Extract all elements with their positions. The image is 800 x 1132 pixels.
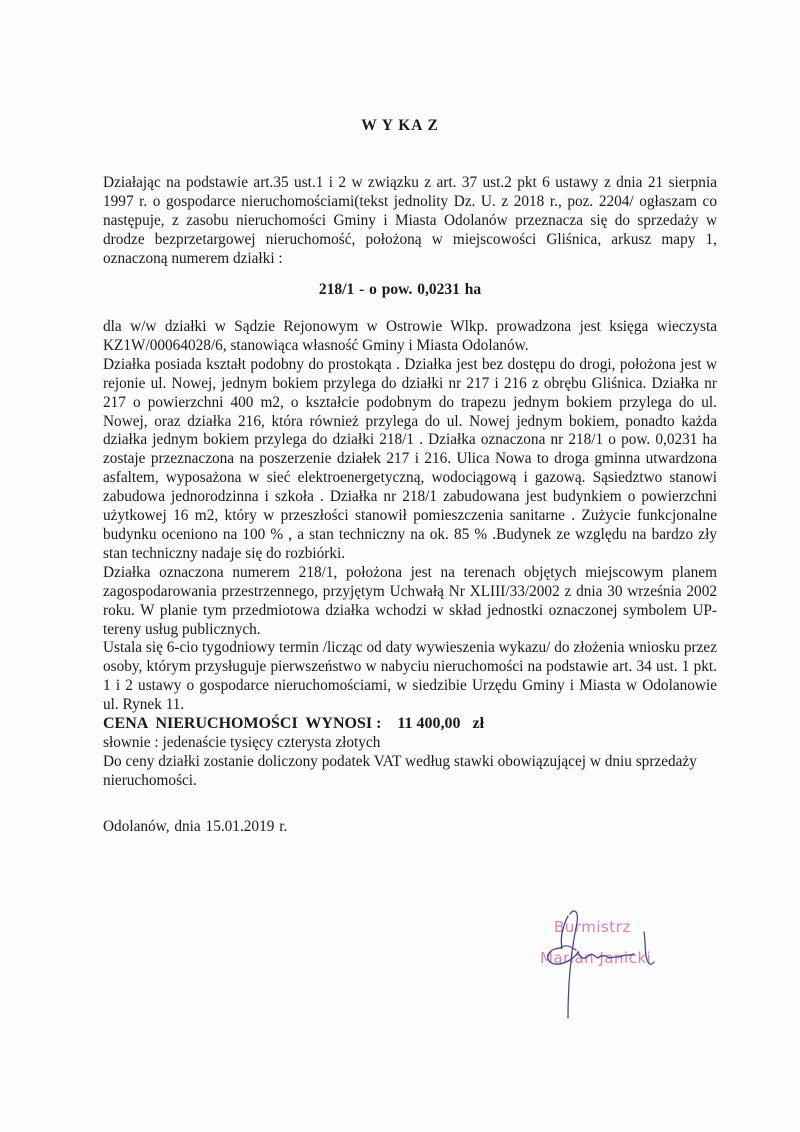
price-line	[103, 715, 717, 734]
stamp-title: Burmistrz	[554, 918, 631, 936]
price-amount: 11 400,00	[397, 715, 461, 733]
zoning-plan-paragraph: Działka oznaczona numerem 218/1, położona jest na terenach objętych miejscowym planem zagospodarowania przestrzennego, przyjętym Uchwałą Nr XLIII/33/2002 z dnia 30 września 2002 roku. W planie tym przedmiotowa działka wchodzi w skład jednostki oznaczonej symbolem UP- tereny usług publicznych.	[103, 563, 717, 638]
land-register-paragraph: dla w/w działki w Sądzie Rejonowym w Ostrowie Wlkp. prowadzona jest księga wieczysta KZ1W/00064028/6, stanowiąca własność Gminy i Miasta Odolanów.	[103, 318, 717, 354]
stamp-name: Marian Janicki	[540, 949, 652, 967]
document-body	[103, 318, 717, 791]
mayor-stamp	[540, 898, 680, 1038]
price-in-words: słownie : jedenaście tysięcy czterysta złotych	[103, 733, 381, 751]
priority-term-paragraph: Ustala się 6-cio tygodniowy termin /licząc od daty wywieszenia wykazu/ do złożenia wniosku przez osoby, którym przysługuje pierwszeństwo w nabyciu nieruchomości na podstawie art. 34 ust. 1 pkt. 1 i 2 ustawy o gospodarce nieruchomościami, w siedzibie Urzędu Gminy i Miasta w Odolanowie ul. Rynek 11.	[103, 639, 717, 714]
parcel-heading: 218/1 - o pow. 0,0231 ha	[318, 281, 482, 298]
vat-note: Do ceny działki zostanie doliczony podatek VAT według stawki obowiązującej w dniu sprzedaży nieruchomości.	[103, 752, 697, 789]
price-currency: zł	[472, 715, 485, 733]
intro-text: Działając na podstawie art.35 ust.1 i 2 w związku z art. 37 ust.2 pkt 6 ustawy z dnia 21 sierpnia 1997 r. o gospodarce nieruchomościami(tekst jednolity Dz. U. z 2018 r., poz. 2204/ ogłaszam co następuje, z zasobu nieruchomości Gminy i Miasta Odolanów przeznacza się do sprzedaży w drodze bezprzetargowej nieruchomość, położoną w miejscowości Gliśnica, arkusz mapy 1, oznaczoną numerem działki :	[103, 174, 717, 267]
parcel-description-paragraph: Działka posiada kształt podobny do prostokąta . Działka jest bez dostępu do drogi, położona jest w rejonie ul. Nowej, jednym bokiem przylega do działki nr 217 i 216 z obrębu Gliśnica. Działka nr 217 o powierzchni 400 m2, o kształcie podobnym do trapezu jednym bokiem przylega do ul. Nowej, oraz działka 216, która również przylega do ul. Nowej jednym bokiem, ponadto każda działka jednym bokiem przylega do działki 218/1 . Działka oznaczona nr 218/1 o pow. 0,0231 ha zostaje przeznaczona na poszerzenie działek 217 i 216. Ulica Nowa to droga gminna utwardzona asfaltem, wyposażona w sieć elektroenergetyczną, wodociągową i gazową. Sąsiedztwo stanowi zabudowa jednorodzinna i szkoła . Działka nr 218/1 zabudowana jest budynkiem o powierzchni użytkowej 16 m2, który w przeszłości stanowił pomieszczenia sanitarne . Zużycie funkcjonalne budynku oceniono na 100 % , a stan techniczny na ok. 85 % .Budynek ze względu na bardzo zły stan techniczny nadaje się do rozbiórki.	[103, 355, 717, 562]
handwritten-signature	[540, 898, 680, 1038]
place-and-date: Odolanów, dnia 15.01.2019 r.	[103, 818, 288, 835]
intro-paragraph	[103, 174, 717, 269]
document-title: W Y KA Z	[361, 117, 439, 134]
price-label: CENA NIERUCHOMOŚCI WYNOSI :	[103, 715, 382, 733]
